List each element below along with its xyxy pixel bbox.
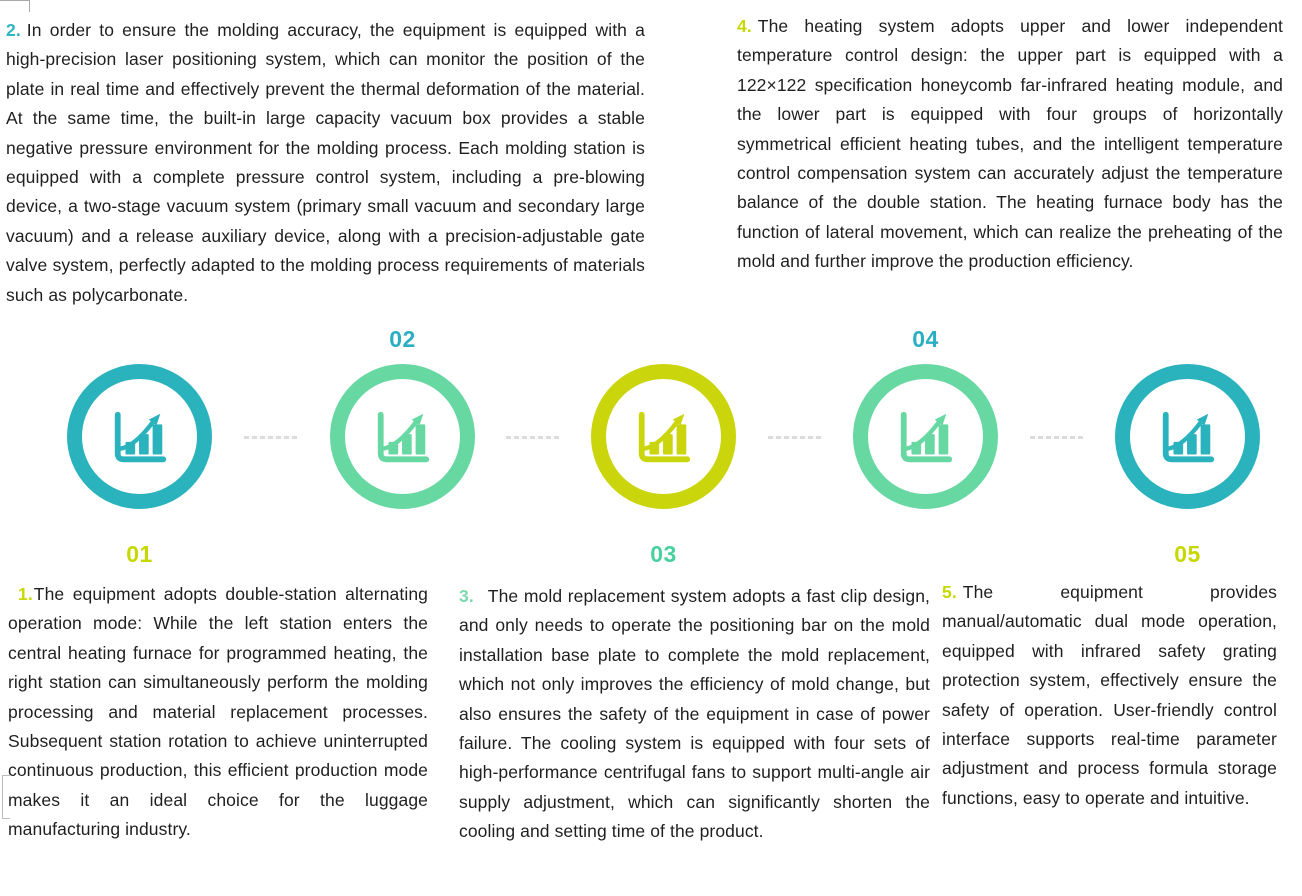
paragraph-5	[942, 578, 1277, 813]
paragraph-5-number: 5.	[942, 582, 957, 602]
paragraph-1-text: The equipment adopts double-station alternating operation mode: While the left station enters the central heating furnace for programmed heating, the right station can simultaneously perform the molding processing and material replacement processes. Subsequent station rotation to achieve uninterrupted continuous production, this efficient production mode makes it an ideal choice for the luggage manufacturing industry.	[8, 584, 428, 840]
paragraph-5-text: The equipment provides manual/automatic dual mode operation, equipped with infrared safety grating protection system, effectively ensure the safety of operation. User-friendly control interface supports real-time parameter adjustment and process formula storage functions, easy to operate and intuitive.	[942, 582, 1277, 808]
paragraph-4-text: The heating system adopts upper and lower independent temperature control design: the upper part is equipped with a 122×122 specification honeycomb far-infrared heating module, and the lower part is equipped with four groups of horizontally symmetrical efficient heating tubes, and the intelligent temperature control compensation system can accurately adjust the temperature balance of the double station. The heating furnace body has the function of lateral movement, which can realize the preheating of the mold and further improve the production efficiency.	[737, 16, 1283, 272]
dashed-connector	[1030, 436, 1084, 439]
dashed-connector	[506, 436, 560, 439]
paragraph-1-number: 1.	[18, 584, 33, 604]
paragraph-3-number: 3.	[459, 586, 474, 606]
step-01-circle	[67, 364, 212, 509]
step-05-circle	[1115, 364, 1260, 509]
bar-chart-growth-icon	[1157, 406, 1219, 468]
paragraph-4	[737, 12, 1283, 277]
paragraph-3	[459, 582, 930, 847]
step-01-label: 01	[126, 541, 153, 567]
bar-chart-growth-icon	[372, 406, 434, 468]
dashed-connector	[244, 436, 298, 439]
frame-corner-mark	[0, 0, 30, 12]
step-02-label: 02	[389, 326, 416, 352]
bar-chart-growth-icon	[895, 406, 957, 468]
step-03-circle	[591, 364, 736, 509]
paragraph-2	[6, 16, 645, 310]
paragraph-2-number: 2.	[6, 20, 21, 40]
step-02-circle	[330, 364, 475, 509]
step-05-label: 05	[1174, 541, 1201, 567]
bar-chart-growth-icon	[109, 406, 171, 468]
step-04-circle	[853, 364, 998, 509]
step-03-label: 03	[650, 541, 677, 567]
paragraph-4-number: 4.	[737, 16, 752, 36]
bar-chart-growth-icon	[633, 406, 695, 468]
paragraph-2-text: In order to ensure the molding accuracy, the equipment is equipped with a high-precision laser positioning system, which can monitor the position of the plate in real time and effectively prevent the thermal deformation of the material. At the same time, the built-in large capacity vacuum box provides a stable negative pressure environment for the molding process. Each molding station is equipped with a complete pressure control system, including a pre-blowing device, a two-stage vacuum system (primary small vacuum and secondary large vacuum) and a release auxiliary device, along with a precision-adjustable gate valve system, perfectly adapted to the molding process requirements of materials such as polycarbonate.	[6, 20, 645, 305]
paragraph-3-text: The mold replacement system adopts a fast clip design, and only needs to operate the positioning bar on the mold installation base plate to complete the mold replacement, which not only improves the efficiency of mold change, but also ensures the safety of the equipment in case of power failure. The cooling system is equipped with four sets of high-performance centrifugal fans to support multi-angle air supply adjustment, which can significantly shorten the cooling and setting time of the product.	[459, 586, 930, 842]
dashed-connector	[768, 436, 822, 439]
step-04-label: 04	[912, 326, 939, 352]
paragraph-1	[8, 580, 428, 845]
